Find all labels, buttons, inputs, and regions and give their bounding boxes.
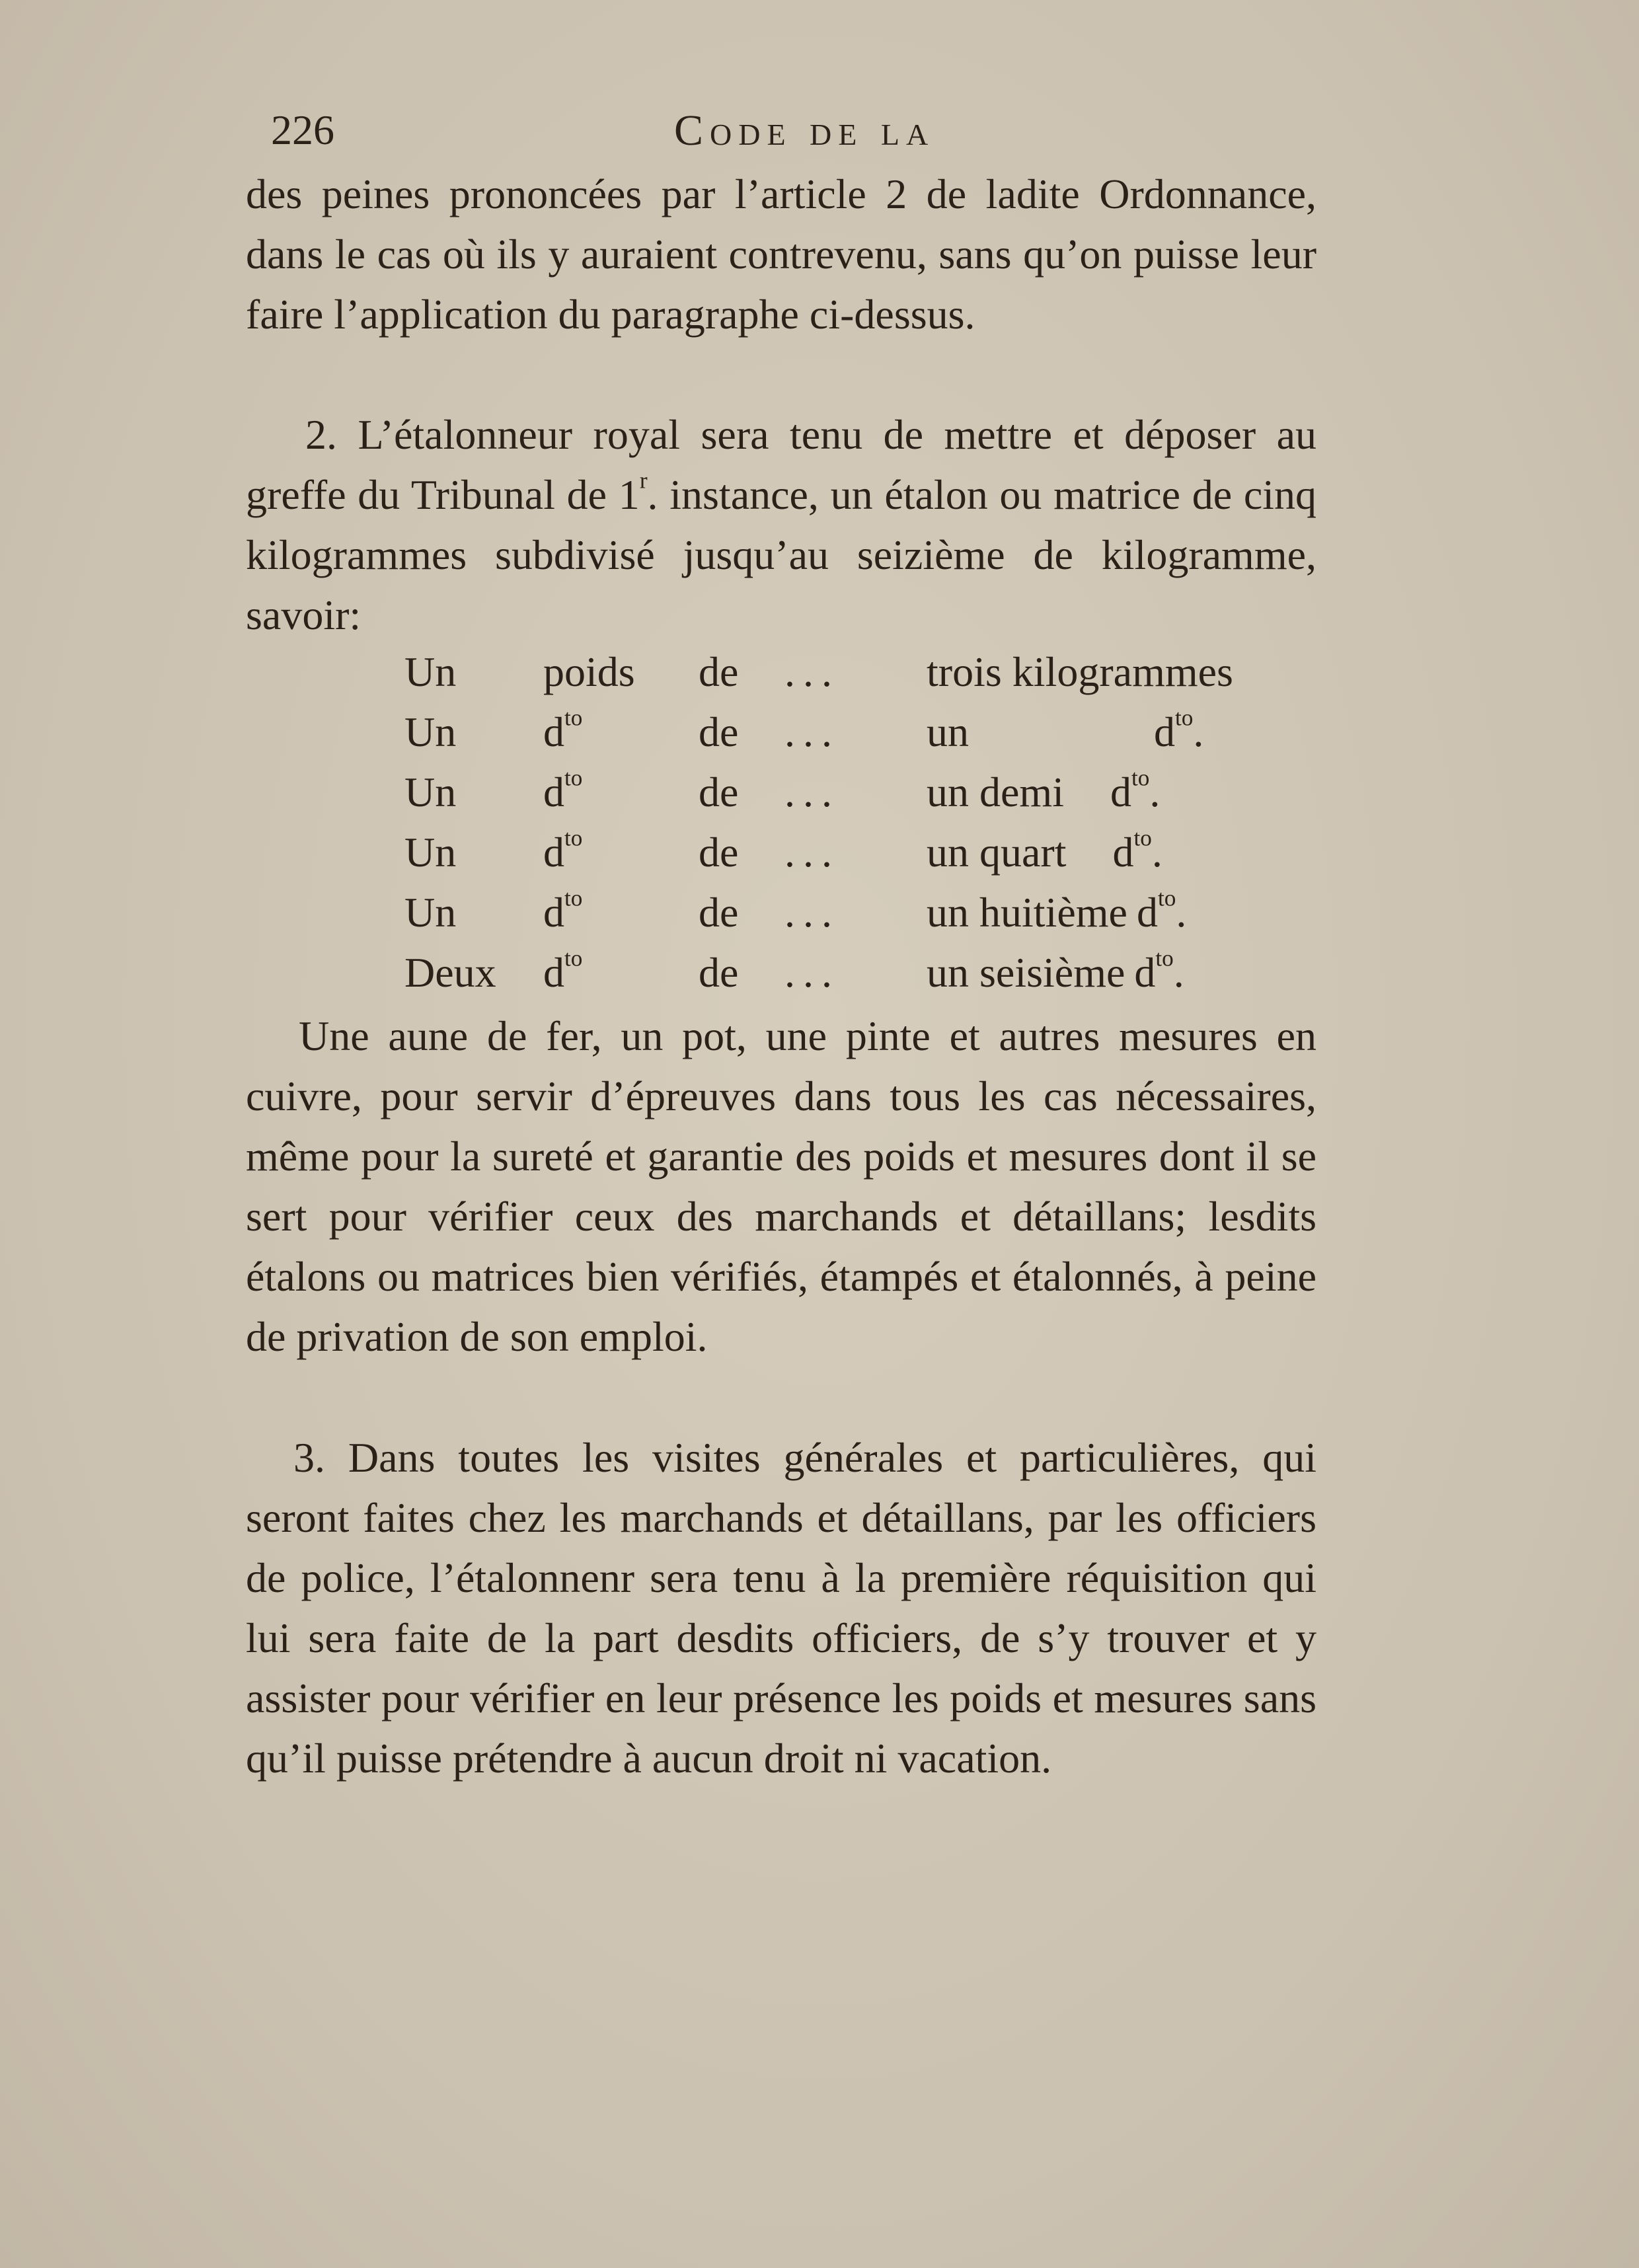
weight-preposition: de bbox=[699, 769, 739, 815]
weight-quantity: Un bbox=[404, 889, 457, 936]
weight-quantity: Deux bbox=[404, 949, 496, 996]
paragraph-text: Dans toutes les visites générales et particulières, qui seront faites chez les marchands et détaillans, par les officiers de police, l’étalonnenr sera tenu à la première réquisition qui lui sera faite de la part desdits officiers, de s’y trouver et y assister pour vérifier en leur présence les poids et mesures sans qu’il puisse prétendre à aucun droit ni vacation. bbox=[246, 1434, 1316, 1782]
weight-amount: un demi $d^{to}$. bbox=[927, 765, 1161, 815]
weight-amount: un $d^{to}$. bbox=[927, 704, 1204, 755]
leader-dots: ... bbox=[784, 648, 840, 695]
weight-preposition: de bbox=[699, 949, 739, 996]
weights-list bbox=[404, 648, 1330, 1008]
weight-unit: $d^{to}$ bbox=[543, 765, 583, 815]
weight-amount: trois kilogrammes bbox=[927, 648, 1233, 695]
leader-dots: ... bbox=[784, 708, 840, 755]
ordinal-superscript: r bbox=[639, 467, 648, 494]
paragraph-article-2 bbox=[246, 404, 1316, 645]
weight-row bbox=[404, 765, 1330, 828]
paragraph-text: L’étalonneur royal sera tenu de mettre et déposer au greffe du Tribunal de 1 bbox=[246, 411, 1316, 518]
paragraph-continuation: des peines prononcées par l’article 2 de ladite Ordonnance, dans le cas où ils y auraient contrevenu, sans qu’on puisse leur faire l’application du paragraphe ci-dessus. bbox=[246, 170, 1316, 338]
article-number: 3. bbox=[293, 1434, 325, 1481]
weight-unit: $d^{to}$ bbox=[543, 885, 583, 936]
weight-preposition: de bbox=[699, 708, 739, 755]
weight-row bbox=[404, 825, 1330, 888]
running-header bbox=[271, 106, 1328, 165]
paragraph-text: . instance, un étalon ou matrice de cinq kilogrammes subdivisé jusqu’au seizième de kilogramme, savoir: bbox=[246, 471, 1317, 638]
paragraph-measures bbox=[246, 1006, 1316, 1367]
weight-quantity: Un bbox=[404, 829, 457, 876]
weight-amount: un huitième $d^{to}$. bbox=[927, 885, 1187, 936]
weight-quantity: Un bbox=[404, 708, 457, 755]
leader-dots: ... bbox=[784, 949, 840, 996]
weight-amount: un quart $d^{to}$. bbox=[927, 825, 1163, 876]
running-title: Code de la bbox=[674, 106, 935, 155]
weight-unit: $d^{to}$ bbox=[543, 704, 583, 755]
weight-preposition: de bbox=[699, 648, 739, 695]
weight-row bbox=[404, 704, 1330, 768]
weight-row bbox=[404, 885, 1330, 948]
leader-dots: ... bbox=[784, 829, 840, 876]
weight-row bbox=[404, 945, 1330, 1008]
weight-unit: poids bbox=[543, 648, 635, 695]
weight-quantity: Un bbox=[404, 648, 457, 695]
leader-dots: ... bbox=[784, 889, 840, 936]
article-number: 2. bbox=[305, 411, 337, 458]
weight-quantity: Un bbox=[404, 769, 457, 815]
weight-preposition: de bbox=[699, 829, 739, 876]
page-number: 226 bbox=[271, 106, 334, 153]
paragraph-text: Une aune de fer, un pot, une pinte et autres mesures en cuivre, pour servir d’épreuves dans tous les cas nécessaires, même pour la sureté et garantie des poids et mesures dont il se sert pour vérifier ceux des marchands et détaillans; lesdits étalons ou matrices bien vérifiés, étampés et étalonnés, à peine de privation de son emploi. bbox=[246, 1012, 1316, 1360]
weight-row bbox=[404, 648, 1330, 708]
weight-unit: $d^{to}$ bbox=[543, 945, 583, 996]
leader-dots: ... bbox=[784, 769, 840, 815]
paragraph-article-3 bbox=[246, 1427, 1316, 1788]
weight-amount: un seisième $d^{to}$. bbox=[927, 945, 1184, 996]
weight-unit: $d^{to}$ bbox=[543, 825, 583, 876]
weight-preposition: de bbox=[699, 889, 739, 936]
